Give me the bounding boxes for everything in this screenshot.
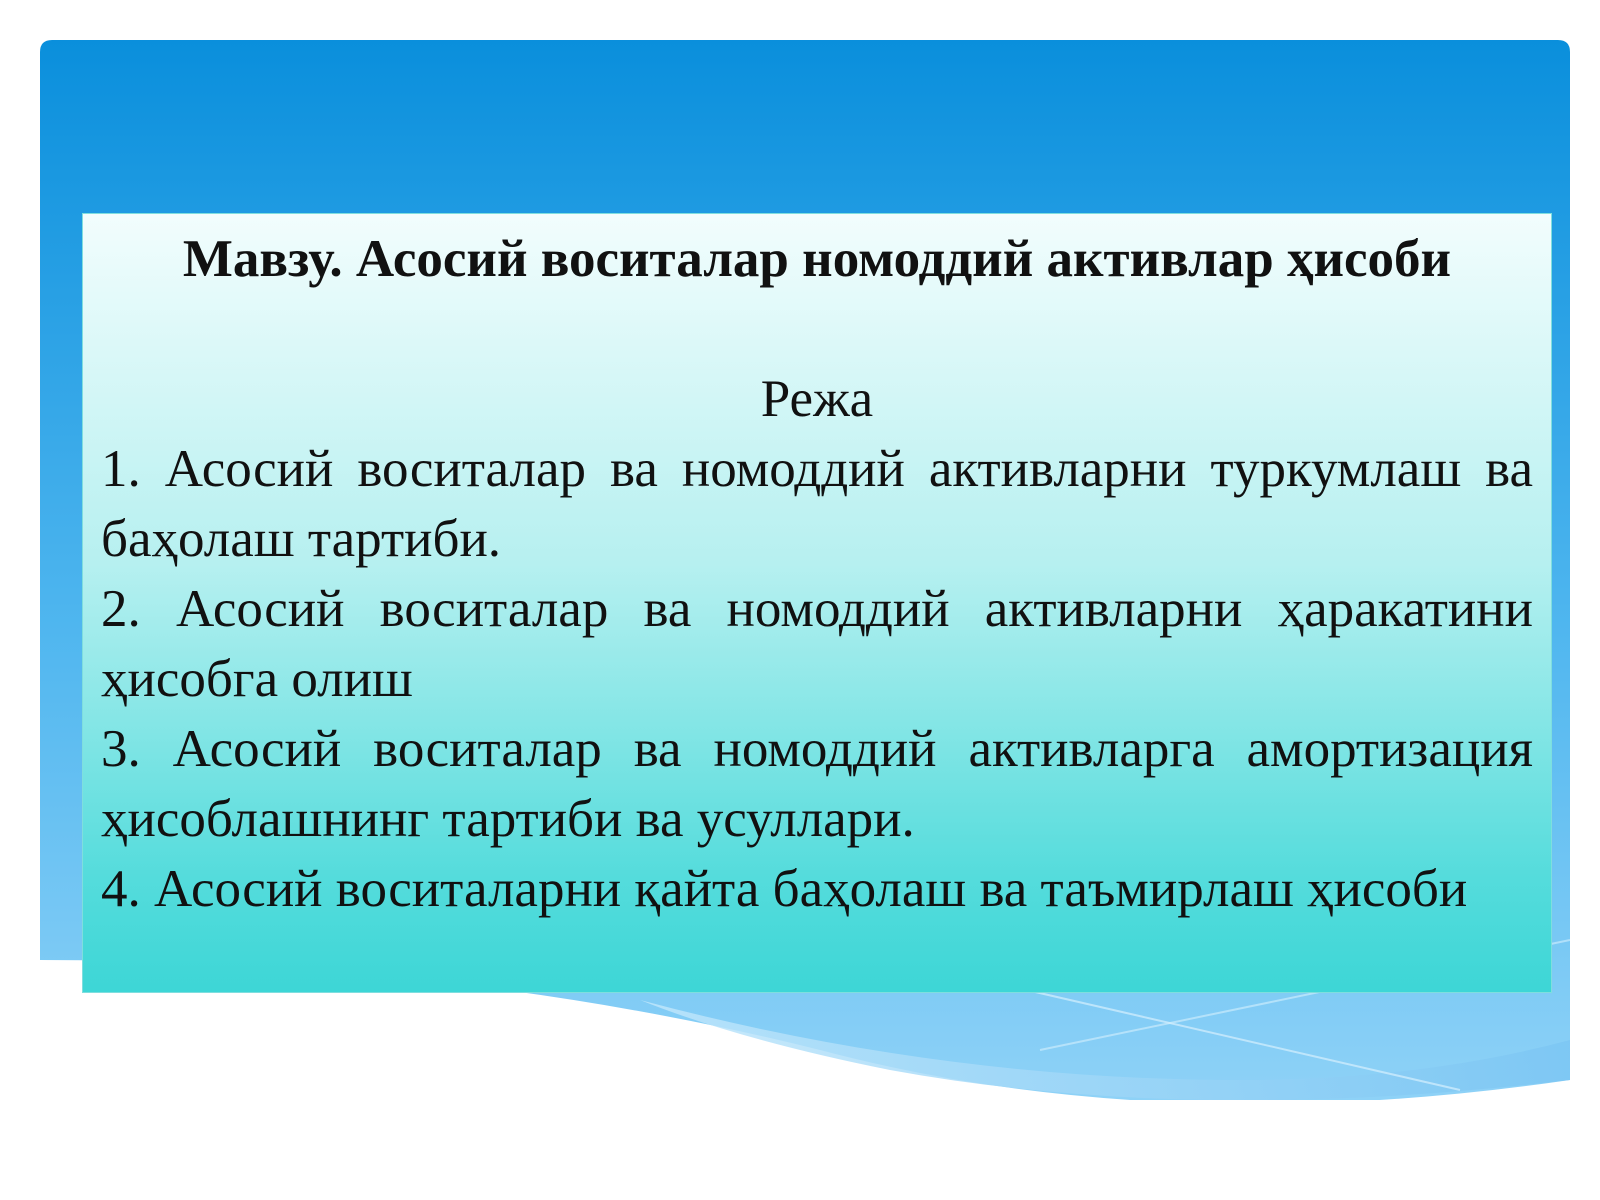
spacer xyxy=(101,294,1533,364)
content-box xyxy=(82,213,1552,993)
slide-title: Мавзу. Асосий воситалар номоддий активлар ҳисоби xyxy=(182,230,1452,288)
plan-item-1: 1. Асосий воситалар ва номоддий активларни туркумлаш ва баҳолаш тартиби. xyxy=(101,440,1533,568)
plan-heading: Режа xyxy=(760,370,874,428)
plan-item-4: 4. Асосий воситаларни қайта баҳолаш ва таъмирлаш ҳисоби xyxy=(101,860,1468,918)
plan-item-3: 3. Асосий воситалар ва номоддий активларга амортизация ҳисоблашнинг тартиби ва усуллари. xyxy=(101,720,1533,848)
plan-item-2: 2. Асосий воситалар ва номоддий активларни ҳаракатини ҳисобга олиш xyxy=(101,580,1533,708)
